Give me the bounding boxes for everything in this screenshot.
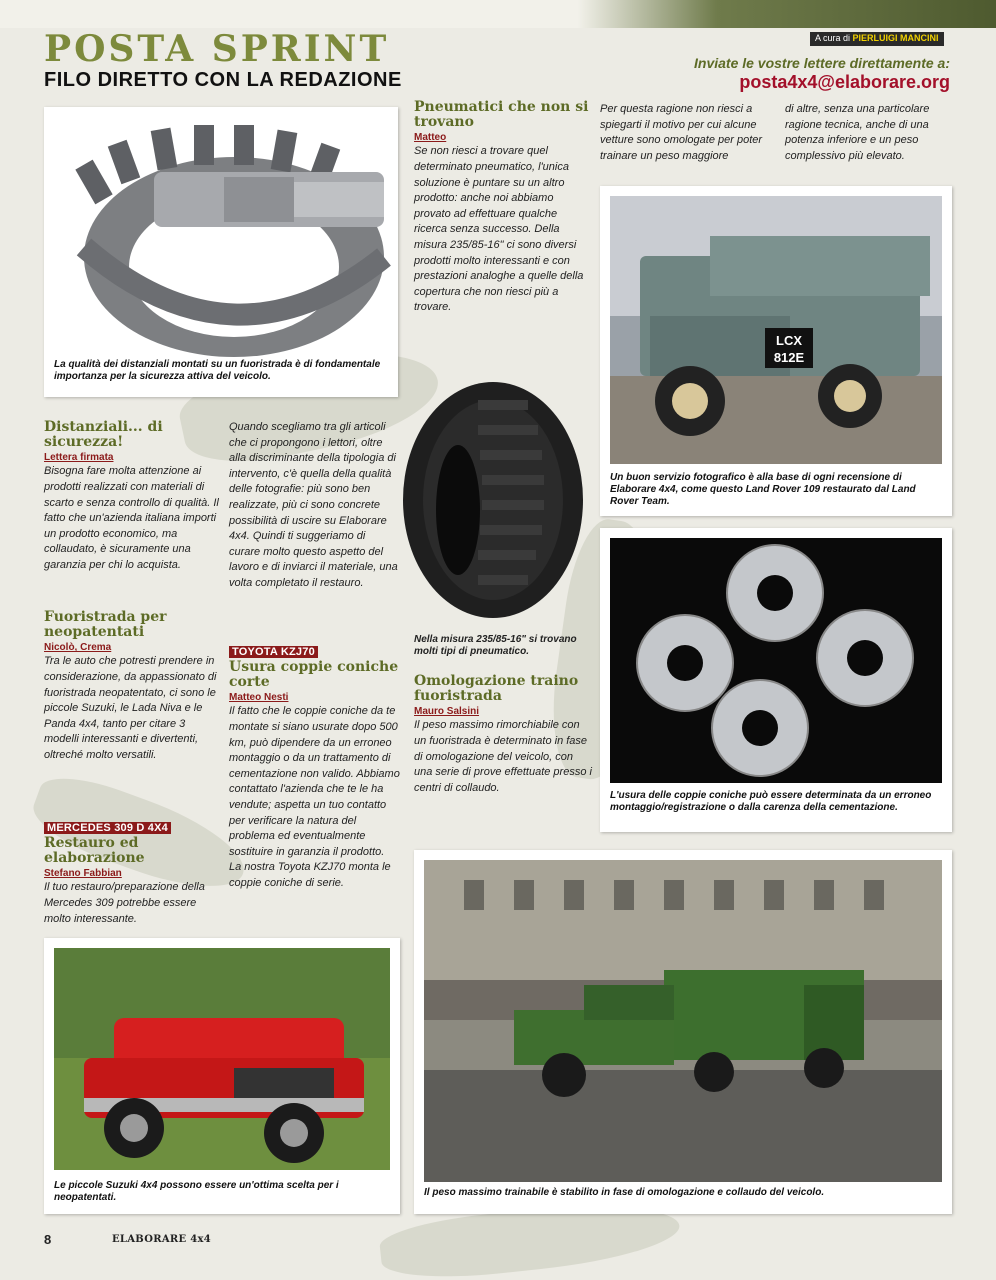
article-author: Stefano Fabbian	[44, 868, 122, 880]
gear-photo-card	[44, 107, 398, 397]
article-author: Matteo	[414, 132, 447, 144]
article-author: Lettera firmata	[44, 452, 114, 464]
article-toyota	[229, 642, 401, 892]
plate-line1: LCX	[776, 333, 802, 348]
article-pneumatici	[414, 100, 592, 316]
article-body-extra: La nostra Toyota KZJ70 monta le coppie coniche di serie.	[229, 861, 391, 890]
landrover-photo-card	[600, 186, 952, 516]
tire-photo	[398, 380, 588, 630]
article-heading: Omologazione traino fuoristrada	[414, 673, 579, 704]
military-caption: Il peso massimo trainabile è stabilito in fase di omologazione e collaudo del veicolo.	[424, 1187, 825, 1198]
article-heading: Fuoristrada per neopatentati	[44, 609, 167, 640]
page-subtitle: FILO DIRETTO CON LA REDAZIONE	[44, 69, 402, 91]
curator-prefix: A cura di	[815, 33, 851, 43]
article-author: Matteo Nesti	[229, 692, 289, 704]
article-heading: Distanziali... di sicurezza!	[44, 419, 163, 450]
foto-paragraph: Quando scegliamo tra gli articoli che ci propongono i lettori, oltre alla discriminante della tipologia di intervento, c'è quella della qualità delle fotografie: più sono ben realizzate, più ci sono concrete possibilità di uscire su Elaborare 4x4. Quindi ti suggeriamo di curare molto questo aspetto del lavoro e di inviarci il materiale, una volta completato il restauro.	[229, 421, 398, 590]
top-banner	[0, 0, 996, 28]
article-body: Il peso massimo rimorchiabile con un fuoristrada è determinato in fase di omologazione del veicolo, con una serie di prove effettuate presso i centri di collaudo.	[414, 719, 592, 794]
curator-name: PIERLUIGI MANCINI	[852, 33, 939, 43]
landrover-photo	[610, 196, 942, 464]
page-title: POSTA SPRINT	[44, 28, 390, 70]
contact-line: Inviate le vostre lettere direttamente a:	[694, 55, 950, 71]
article-omologazione	[414, 674, 592, 796]
article-tag: MERCEDES 309 D 4X4	[44, 822, 171, 834]
suzuki-photo-card	[44, 938, 400, 1214]
article-author: Mauro Salsini	[414, 706, 480, 718]
curator-label	[810, 32, 944, 46]
article-body: Il tuo restauro/preparazione della Mercedes 309 potrebbe essere molto interessante.	[44, 881, 205, 925]
contact-email[interactable]: posta4x4@elaborare.org	[739, 72, 950, 92]
page-number: 8	[44, 1232, 52, 1247]
gear-photo	[44, 107, 398, 357]
omologazione-continued-col1: Per questa ragione non riesci a spiegarti il motivo per cui alcune vetture sono omologate per poter trainare un peso maggiore	[600, 103, 763, 162]
article-heading: Usura coppie coniche corte	[229, 659, 399, 690]
military-photo-card	[414, 850, 952, 1214]
suzuki-caption: Le piccole Suzuki 4x4 possono essere un'ottima scelta per i neopatentati.	[54, 1180, 339, 1203]
spacers-photo-card	[600, 528, 952, 832]
article-tag: TOYOTA KZJ70	[229, 646, 318, 658]
article-neopatentati	[44, 610, 220, 764]
article-heading: Restauro ed elaborazione	[44, 835, 145, 866]
article-body: Il fatto che le coppie coniche da te montate si siano usurate dopo 500 km, può dipendere da un erroneo montaggio o da un trattamento di cementazione non valido. Abbiamo contattato l'azienda che te le ha vendute; aspetta un tuo contatto per verificare la natura del problema ed eventualmente sostituire in garanzia il prodotto.	[229, 705, 400, 858]
plate-line2: 812E	[773, 350, 805, 365]
article-body: Se non riesci a trovare quel determinato pneumatico, l'unica soluzione è puntare su un altro prodotto: anche noi abbiamo provato ad effettuare qualche ricerca senza successo. Della misura 235/85-16" ci sono diversi prodotti molto interessanti e con prestazioni analoghe a quelle della copertura che non riesci più a trovare.	[414, 145, 584, 314]
tire-caption: Nella misura 235/85-16" si trovano molti tipi di pneumatico.	[414, 634, 577, 657]
spacers-caption: L'usura delle coppie coniche può essere determinata da un erroneo montaggio/registrazione o dalla carenza della cementazione.	[610, 790, 932, 813]
magazine-name: ELABORARE 4x4	[112, 1234, 212, 1245]
landrover-caption: Un buon servizio fotografico è alla base di ogni recensione di Elaborare 4x4, come questo Land Rover 109 restaurato dal Land Rover Team.	[610, 472, 916, 507]
omologazione-continued-col2: di altre, senza una particolare ragione tecnica, anche di una potenza inferiore e un peso complessivo più elevato.	[785, 103, 930, 162]
military-photo	[424, 860, 942, 1182]
article-heading: Pneumatici che non si trovano	[414, 99, 589, 130]
article-body: Bisogna fare molta attenzione ai prodotti realizzati con materiali di scarto e senza controllo di qualità. Il fatto che un'azienda italiana importi un prodotto economico, ma collaudato, è sicuramente una garanzia per chi lo acquista.	[44, 465, 219, 572]
article-distanziali	[44, 420, 220, 574]
article-author: Nicolò, Crema	[44, 642, 112, 654]
spacers-photo	[610, 538, 942, 783]
suzuki-photo	[54, 948, 390, 1170]
article-body: Tra le auto che potresti prendere in considerazione, da appassionato di fuoristrada neopatentato, ci sono le piccole Suzuki, le Lada Niva e le Panda 4x4, tanto per citare 3 modelli interessanti e divertenti, oltreché molto versatili.	[44, 655, 217, 762]
article-mercedes	[44, 818, 220, 927]
gear-caption: La qualità dei distanziali montati su un fuoristrada è di fondamentale importanza per la sicurezza attiva del veicolo.	[54, 359, 381, 382]
